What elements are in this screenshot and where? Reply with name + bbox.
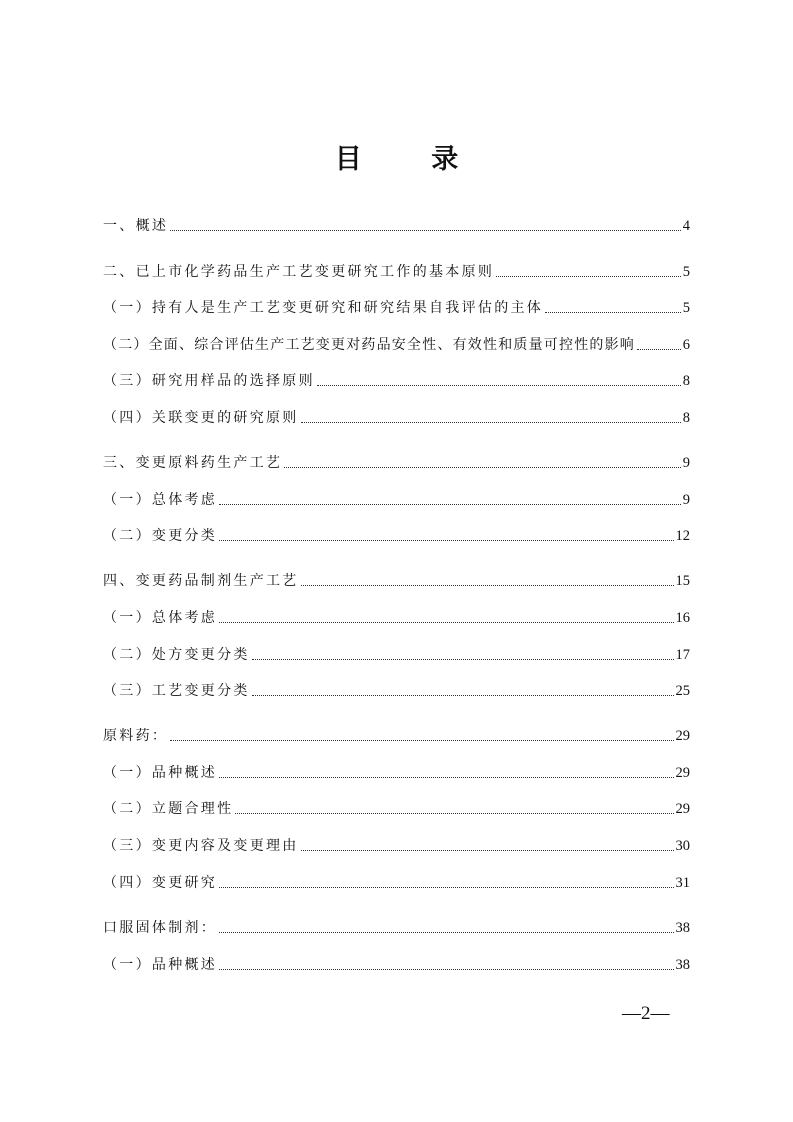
toc-leader-dots	[219, 622, 673, 623]
toc-entry-label: （一）总体考虑	[103, 492, 218, 508]
toc-entry-label: （三）变更内容及变更理由	[103, 838, 299, 854]
toc-entry-page: 6	[682, 337, 690, 353]
toc-leader-dots	[219, 540, 673, 541]
page-number: —2—	[622, 1003, 670, 1024]
toc-entry[interactable]	[103, 606, 690, 628]
toc-entry[interactable]	[103, 871, 690, 893]
toc-entry-label: （三）工艺变更分类	[103, 683, 250, 699]
toc-entry-page: 16	[675, 610, 690, 626]
toc-entry[interactable]	[103, 214, 690, 236]
toc-entry[interactable]	[103, 260, 690, 282]
toc-entry[interactable]	[103, 451, 690, 473]
toc-entry[interactable]	[103, 333, 690, 355]
toc-entry[interactable]	[103, 643, 690, 665]
toc-entry-page: 5	[682, 264, 690, 280]
toc-entry-page: 12	[675, 528, 690, 544]
toc-entry[interactable]	[103, 834, 690, 856]
toc-entry[interactable]	[103, 406, 690, 428]
toc-entry-page: 29	[675, 728, 690, 744]
toc-entry-label: （一）品种概述	[103, 957, 218, 973]
toc-entry-page: 5	[682, 300, 690, 316]
toc-entry-page: 4	[682, 218, 690, 234]
toc-entry-page: 25	[675, 683, 690, 699]
toc-entry-page: 29	[675, 765, 690, 781]
toc-entry-page: 9	[682, 455, 690, 471]
toc-leader-dots	[496, 276, 681, 277]
toc-entry-page: 38	[675, 957, 690, 973]
toc-leader-dots	[170, 230, 681, 231]
toc-entry[interactable]	[103, 916, 690, 938]
toc-entry-page: 9	[682, 492, 690, 508]
toc-entry[interactable]	[103, 524, 690, 546]
toc-title: 目 录	[334, 144, 489, 175]
toc-leader-dots	[219, 504, 681, 505]
toc-entry-label: （四）变更研究	[103, 875, 218, 891]
toc-entry-label: 口服固体制剂：	[103, 920, 218, 936]
toc-entry[interactable]	[103, 797, 690, 819]
toc-entry-page: 29	[675, 801, 690, 817]
toc-leader-dots	[301, 850, 674, 851]
toc-entry[interactable]	[103, 369, 690, 391]
toc-leader-dots	[284, 467, 680, 468]
toc-leader-dots	[545, 312, 681, 313]
toc-entry-page: 15	[675, 573, 690, 589]
toc-entry-label: （一）持有人是生产工艺变更研究和研究结果自我评估的主体	[103, 300, 544, 316]
toc-entry[interactable]	[103, 296, 690, 318]
toc-entry-page: 31	[675, 875, 690, 891]
toc-entry-page: 8	[682, 410, 690, 426]
toc-leader-dots	[317, 385, 681, 386]
toc-leader-dots	[301, 422, 681, 423]
toc-leader-dots	[219, 777, 673, 778]
toc-entry-label: （二）立题合理性	[103, 801, 234, 817]
toc-entry-label: （二）变更分类	[103, 528, 218, 544]
toc-entry-page: 17	[675, 647, 690, 663]
toc-entry-label: （二）全面、综合评估生产工艺变更对药品安全性、有效性和质量可控性的影响	[103, 337, 635, 353]
toc-entry-label: 一、概述	[103, 218, 169, 234]
toc-entry-label: （一）总体考虑	[103, 610, 218, 626]
toc-leader-dots	[235, 813, 673, 814]
toc-entry[interactable]	[103, 569, 690, 591]
toc-entry-label: 四、变更药品制剂生产工艺	[103, 573, 299, 589]
toc-entry-label: 三、变更原料药生产工艺	[103, 455, 283, 471]
toc-entry[interactable]	[103, 724, 690, 746]
toc-entry[interactable]	[103, 761, 690, 783]
toc-entry-label: （一）品种概述	[103, 765, 218, 781]
toc-leader-dots	[219, 969, 673, 970]
toc-leader-dots	[170, 740, 673, 741]
toc-entry-page: 30	[675, 838, 690, 854]
toc-leader-dots	[252, 659, 674, 660]
toc-entry-label: 二、已上市化学药品生产工艺变更研究工作的基本原则	[103, 264, 495, 280]
toc-entry-label: （二）处方变更分类	[103, 647, 250, 663]
toc-leader-dots	[301, 585, 674, 586]
toc-entry-label: 原料药：	[103, 728, 169, 744]
toc-leader-dots	[637, 349, 681, 350]
toc-entry[interactable]	[103, 679, 690, 701]
toc-entry-page: 38	[675, 920, 690, 936]
toc-leader-dots	[252, 695, 674, 696]
toc-entry[interactable]	[103, 953, 690, 975]
toc-leader-dots	[219, 932, 673, 933]
toc-leader-dots	[219, 887, 673, 888]
toc-entry-page: 8	[682, 373, 690, 389]
toc-entry-label: （三）研究用样品的选择原则	[103, 373, 315, 389]
toc-entry-label: （四）关联变更的研究原则	[103, 410, 299, 426]
toc-entry[interactable]	[103, 488, 690, 510]
